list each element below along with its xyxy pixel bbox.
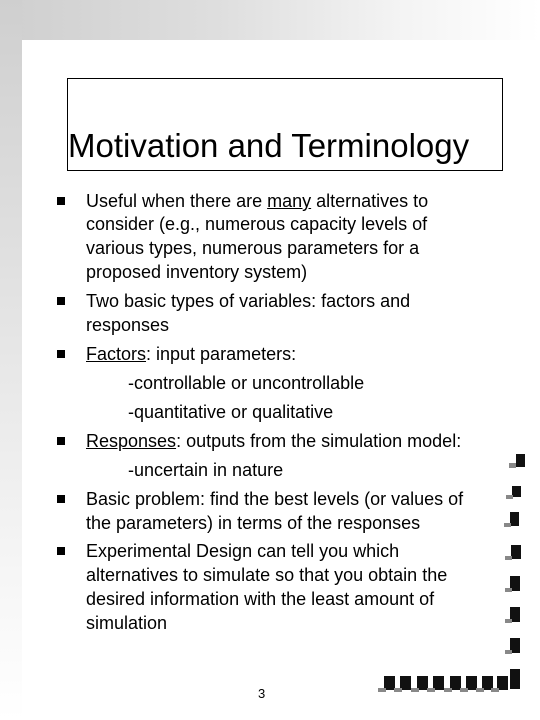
bullet-6-line-4: simulation (86, 613, 168, 633)
bullet-4-sub-1: -uncertain in nature (128, 460, 284, 480)
bullet-1-line-1: Useful when there are many alternatives to (86, 191, 429, 211)
bullet-1-line-3: various types, numerous parameters for a (86, 238, 420, 258)
bullet-6-line-1: Experimental Design can tell you which (86, 541, 400, 561)
bullet-5-line-2: the parameters) in terms of the responses (86, 513, 421, 533)
bullet-4-line-1: Responses: outputs from the simulation model: (86, 431, 462, 451)
slide-title: Motivation and Terminology (68, 127, 470, 164)
emphasis-many: many (267, 191, 312, 211)
bullet-1-line-4: proposed inventory system) (86, 262, 308, 282)
bullet-3-line-1: Factors: input parameters: (86, 344, 297, 364)
page-number: 3 (258, 686, 266, 701)
bullet-2-line-1: Two basic types of variables: factors and (86, 291, 411, 311)
bullet-6-line-3: desired information with the least amount of (86, 589, 435, 609)
bullet-6-line-2: alternatives to simulate so that you obtain the (86, 565, 448, 585)
bullet-1-line-2: consider (e.g., numerous capacity levels of (86, 214, 428, 234)
bullet-5-line-1: Basic problem: find the best levels (or values of (86, 489, 464, 509)
bullet-3-sub-1: -controllable or uncontrollable (128, 373, 365, 393)
bullet-2-line-2: responses (86, 315, 170, 335)
bullet-3-sub-2: -quantitative or qualitative (128, 402, 334, 422)
term-factors: Factors (86, 344, 147, 364)
term-responses: Responses (86, 431, 177, 451)
